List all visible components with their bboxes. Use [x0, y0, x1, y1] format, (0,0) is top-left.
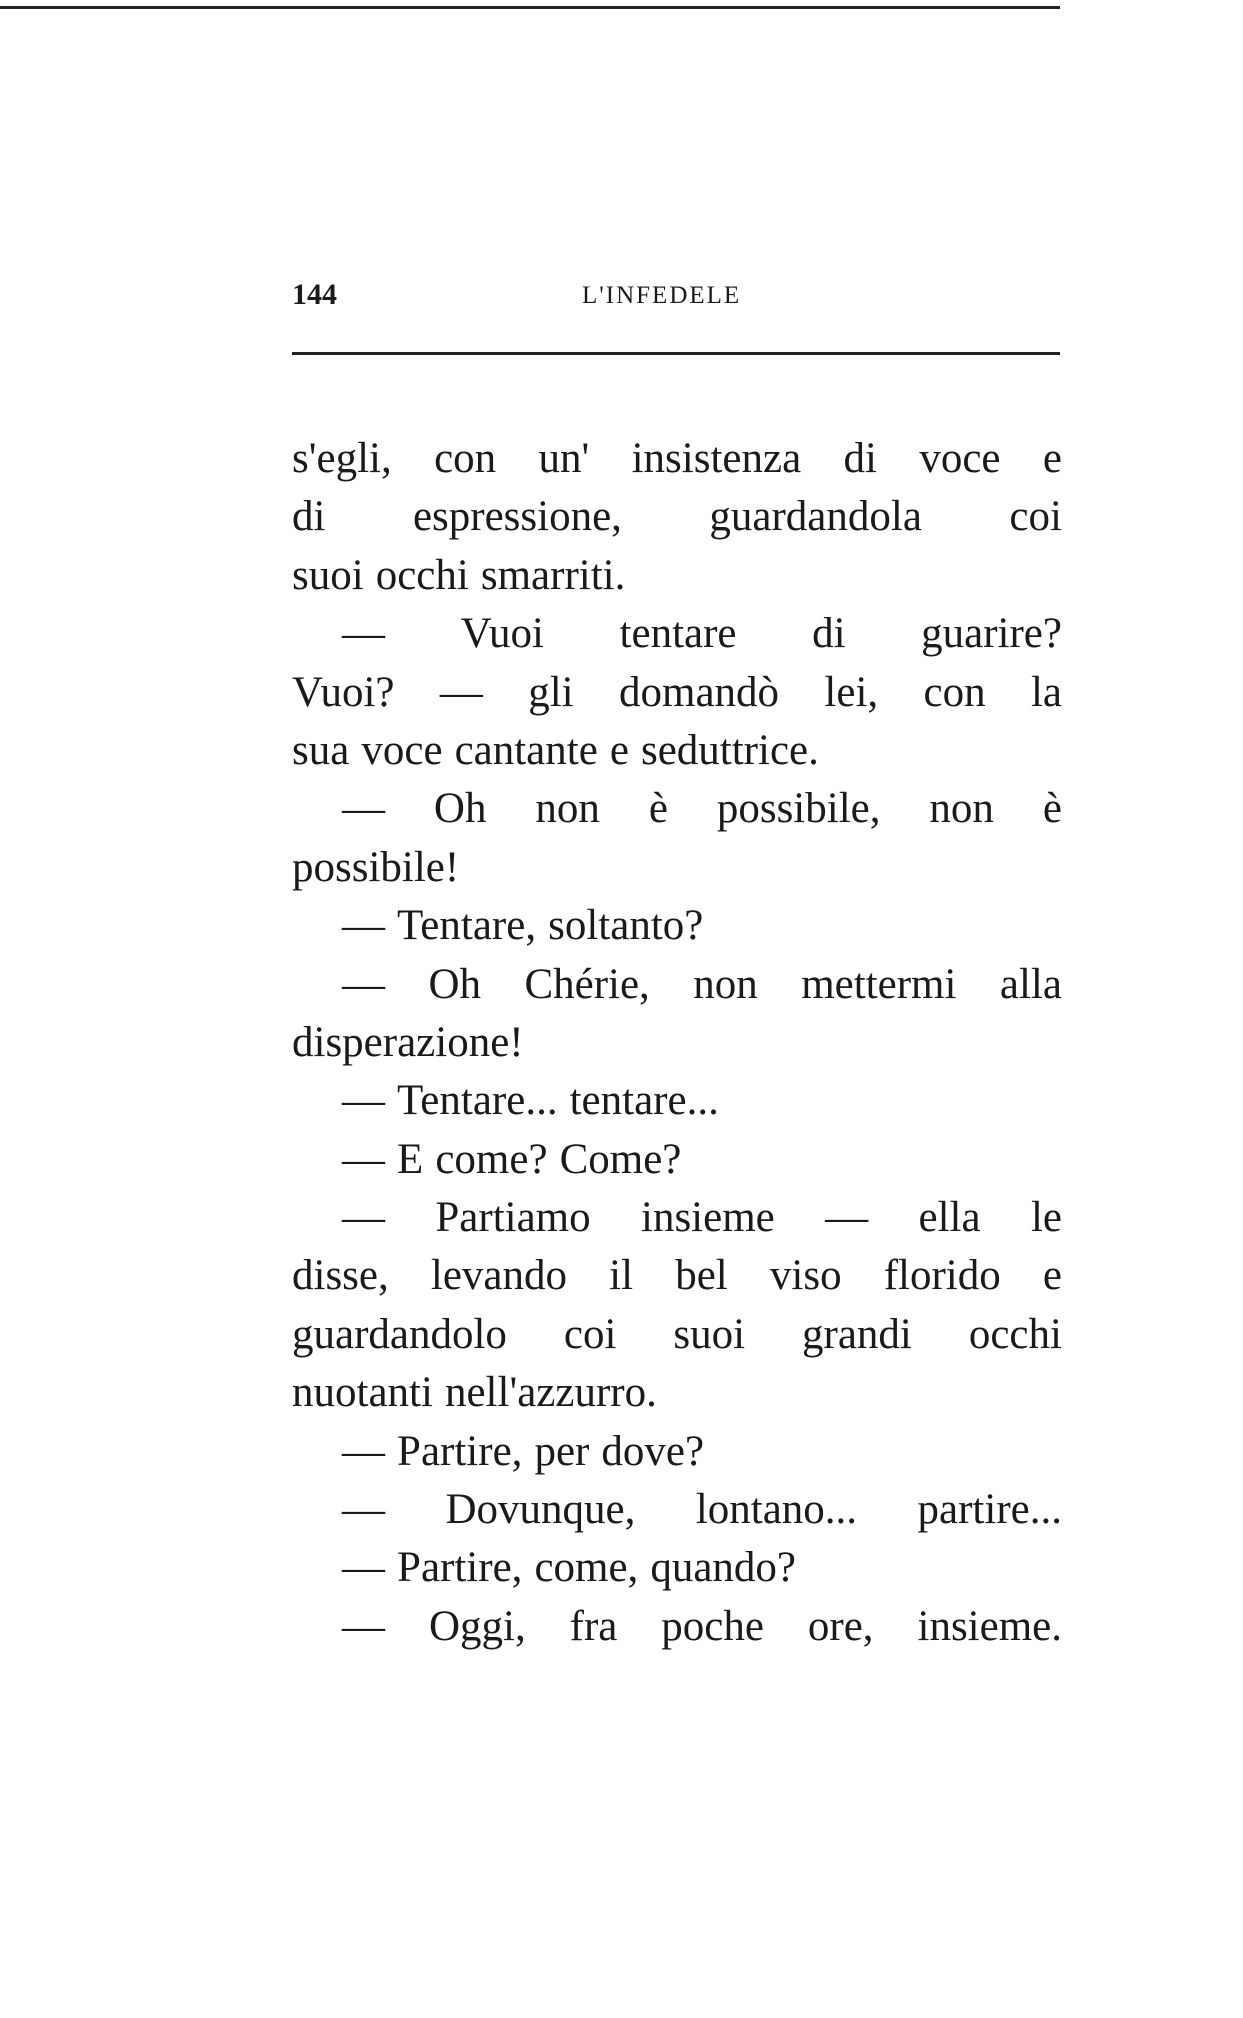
text-word: quando? [650, 1544, 797, 1592]
text-line [292, 897, 1062, 955]
text-word: disperazione! [292, 1018, 524, 1066]
text-word: — [342, 1194, 385, 1242]
text-line [292, 430, 1062, 488]
text-word: guarire? [921, 610, 1062, 658]
text-word: Vuoi [460, 610, 544, 658]
text-word: Oh [433, 785, 487, 833]
text-word: seduttrice. [640, 726, 819, 774]
text-word: mettermi [801, 960, 957, 1008]
page-number: 144 [292, 278, 337, 311]
text-line [292, 664, 1062, 722]
text-word: Chérie, [524, 960, 650, 1008]
text-word: coi [1009, 493, 1062, 541]
text-word: suoi [292, 551, 364, 599]
text-word: ella [918, 1194, 981, 1242]
text-word: Tentare, [397, 902, 537, 950]
text-word: tentare... [569, 1077, 719, 1125]
text-line [292, 1481, 1062, 1539]
text-word: fra [569, 1602, 618, 1650]
header-rule [292, 352, 1060, 355]
text-word: Oh [428, 960, 481, 1008]
text-word: gli [528, 668, 574, 716]
text-word: possibile, [716, 785, 881, 833]
text-word: grandi [802, 1310, 912, 1358]
text-word: — [439, 668, 483, 716]
text-word: domandò [619, 668, 780, 716]
text-word: bel [675, 1252, 728, 1300]
text-word: florido [883, 1252, 1001, 1300]
text-line [292, 488, 1062, 546]
text-word: come? [435, 1135, 548, 1183]
text-word: partire... [917, 1486, 1062, 1534]
text-line [292, 1364, 1062, 1422]
text-word: — [342, 960, 385, 1008]
text-word: voce [361, 726, 443, 774]
text-word: tentare [619, 610, 737, 658]
text-word: disse, [292, 1252, 389, 1300]
text-word: di [812, 610, 846, 658]
text-word: — [342, 1427, 385, 1475]
text-word: Come? [559, 1135, 682, 1183]
text-line [292, 956, 1062, 1014]
text-word: insistenza [631, 435, 802, 482]
text-word: Vuoi? [292, 668, 395, 716]
text-line [292, 1539, 1062, 1597]
text-word: le [1030, 1194, 1062, 1242]
text-word: cantante [454, 726, 598, 774]
text-word: E [397, 1135, 424, 1183]
text-word: e [1042, 435, 1062, 482]
text-word: soltanto? [548, 902, 704, 950]
text-line [292, 1598, 1062, 1656]
text-word: di [292, 493, 326, 541]
text-line [292, 839, 1062, 897]
text-word: è [648, 785, 668, 833]
text-line [292, 722, 1062, 780]
text-line [292, 605, 1062, 663]
text-word: coi [563, 1310, 617, 1358]
text-word: poche [661, 1602, 764, 1650]
text-word: viso [769, 1252, 842, 1300]
text-word: e [1042, 1252, 1062, 1300]
text-word: — [342, 1544, 385, 1592]
text-word: Partire, [397, 1427, 523, 1475]
text-word: — [342, 1602, 385, 1650]
text-word: occhi [968, 1310, 1062, 1358]
top-edge-rule [0, 6, 1060, 9]
text-word: s'egli, [292, 435, 392, 482]
text-word: — [342, 1077, 385, 1125]
text-word: con [923, 668, 986, 716]
text-line [292, 1423, 1062, 1481]
text-word: — [342, 1135, 385, 1183]
text-word: smarriti. [480, 551, 626, 599]
text-word: — [342, 785, 385, 833]
text-line [292, 1131, 1062, 1189]
text-word: Dovunque, [445, 1486, 636, 1534]
text-word: — [342, 1486, 385, 1534]
text-word: dove? [601, 1427, 705, 1475]
text-line [292, 1072, 1062, 1130]
text-word: insieme [641, 1194, 775, 1242]
text-word: come, [534, 1544, 639, 1592]
text-word: guardandolo [292, 1310, 507, 1358]
running-head [292, 270, 1052, 320]
text-word: occhi [375, 551, 469, 599]
text-word: suoi [673, 1310, 746, 1358]
text-word: nell'azzurro. [444, 1369, 657, 1417]
text-word: — [825, 1194, 869, 1242]
text-word: un' [538, 435, 590, 482]
text-word: voce [919, 435, 1001, 482]
text-word: non [929, 785, 994, 833]
text-word: lei, [824, 668, 879, 716]
text-line [292, 780, 1062, 838]
text-word: alla [999, 960, 1062, 1008]
body-text [292, 430, 1062, 1656]
text-word: Partire, [397, 1544, 523, 1592]
text-word: lontano... [695, 1486, 858, 1534]
text-word: guardandola [709, 493, 922, 541]
text-word: — [342, 610, 385, 658]
text-word: insieme. [917, 1602, 1062, 1650]
text-word: con [434, 435, 497, 482]
text-word: sua [292, 726, 350, 774]
text-line [292, 1306, 1062, 1364]
text-line [292, 1014, 1062, 1072]
text-word: Partiamo [435, 1194, 591, 1242]
text-word: nuotanti [292, 1369, 433, 1417]
text-word: di [843, 435, 877, 482]
text-word: non [535, 785, 600, 833]
text-line [292, 1189, 1062, 1247]
running-title: L'INFEDELE [582, 282, 742, 309]
text-word: levando [430, 1252, 568, 1300]
text-word: la [1030, 668, 1062, 716]
text-word: — [342, 902, 385, 950]
text-word: Tentare... [397, 1077, 558, 1125]
text-line [292, 547, 1062, 605]
text-word: non [693, 960, 758, 1008]
text-word: ore, [807, 1602, 874, 1650]
text-word: è [1042, 785, 1062, 833]
text-word: per [534, 1427, 590, 1475]
text-word: il [609, 1252, 634, 1300]
text-line [292, 1247, 1062, 1305]
text-word: espressione, [412, 493, 622, 541]
text-word: Oggi, [428, 1602, 526, 1650]
text-word: e [609, 726, 629, 774]
text-word: possibile! [292, 843, 460, 891]
